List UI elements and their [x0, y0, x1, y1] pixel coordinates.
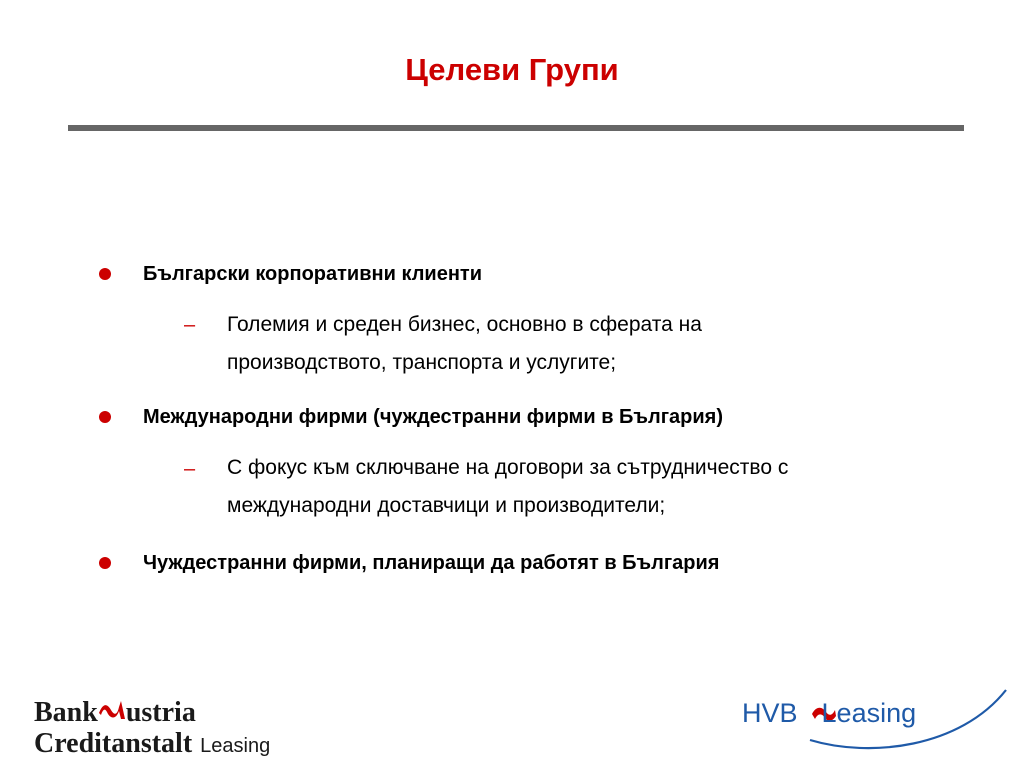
list-item-2: Международни фирми (чуждестранни фирми в България) [143, 406, 723, 428]
list-item-3: Чуждестранни фирми, планиращи да работят в България [143, 552, 720, 574]
dash-icon: – [184, 314, 196, 336]
hvb-wordmark-leasing: Leasing [821, 698, 917, 728]
bank-austria-logo [34, 697, 334, 761]
hvb-wordmark-hvb: HVB [742, 698, 798, 728]
hvb-leasing-logo [740, 686, 1010, 756]
bank-austria-logo-word-creditanstalt: Creditanstalt [34, 728, 193, 759]
bullet-icon [99, 557, 111, 569]
bullet-icon [99, 268, 111, 280]
bank-austria-logo-word-bank: Bank [34, 697, 98, 728]
bank-austria-logo-leasing: Leasing [200, 735, 271, 757]
bank-austria-logo-word-austria: ustria [125, 697, 196, 728]
slide-title: Целеви Групи [405, 52, 619, 87]
bank-austria-logo-line2 [34, 728, 270, 762]
hvb-wordmark [742, 696, 916, 730]
dash-icon: – [184, 458, 196, 480]
list-item-1: Български корпоративни клиенти [143, 263, 482, 285]
title-divider [68, 125, 964, 131]
bank-austria-wave-icon [98, 699, 126, 721]
sub-item-2: С фокус към сключване на договори за сътрудничество с международни доставчици и производители; [227, 456, 789, 517]
bullet-icon [99, 411, 111, 423]
bank-austria-logo-line1 [34, 697, 196, 729]
sub-item-1: Големия и среден бизнес, основно в сферата на производството, транспорта и услугите; [227, 313, 702, 374]
